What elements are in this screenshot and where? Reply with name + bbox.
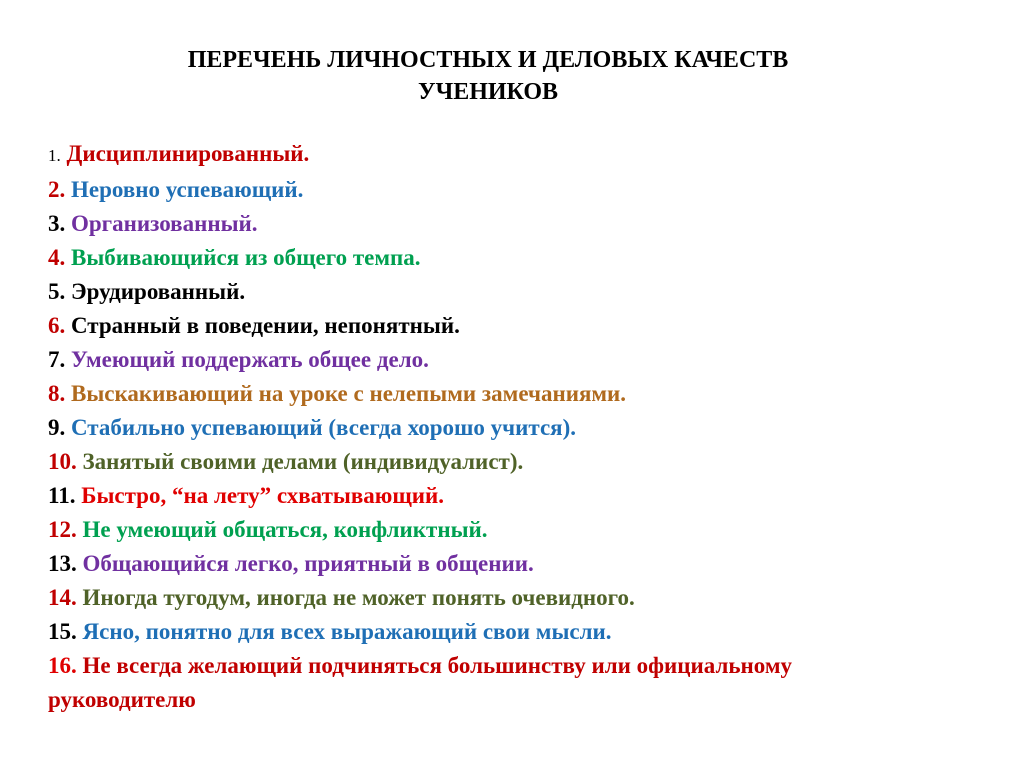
list-item-8 [48,377,988,411]
item-number: 6. [48,313,66,338]
item-text: Организованный. [71,211,258,236]
list-item-2 [48,173,988,207]
title-line-2: УЧЕНИКОВ [417,79,559,105]
item-text: Не всегда желающий подчиняться большинству или официальному руководителю [48,653,793,712]
item-text: Стабильно успевающий (всегда хорошо учится). [71,415,577,440]
item-text: Эрудированный. [71,279,246,304]
item-text: Общающийся легко, приятный в общении. [82,551,534,576]
list-item-12 [48,513,988,547]
item-number: 9. [48,415,66,440]
item-text: Неровно успевающий. [71,177,304,202]
list-item-6 [48,309,988,343]
item-text: Выбивающийся из общего темпа. [71,245,421,270]
item-number: 5. [48,279,66,304]
list-item-3 [48,207,988,241]
item-number: 3. [48,211,66,236]
item-text: Странный в поведении, непонятный. [71,313,460,338]
item-text: Иногда тугодум, иногда не может понять очевидного. [82,585,635,610]
item-number: 12. [48,517,77,542]
item-text: Выскакивающий на уроке с нелепыми замечаниями. [71,381,627,406]
item-text: Занятый своими делами (индивидуалист). [82,449,524,474]
item-number: 10. [48,449,77,474]
list-item-15 [48,615,988,649]
item-number: 11. [48,483,76,508]
item-number: 14. [48,585,77,610]
item-number: 4. [48,245,66,270]
list-item-5 [48,275,988,309]
list-item-13 [48,547,988,581]
list-item-16 [48,649,808,717]
title-line-1: ПЕРЕЧЕНЬ ЛИЧНОСТНЫХ И ДЕЛОВЫХ КАЧЕСТВ [187,47,789,73]
list-item-7 [48,343,988,377]
item-text: Дисциплинированный. [66,141,310,166]
list-item-9 [48,411,988,445]
qualities-list [48,137,988,717]
item-number: 13. [48,551,77,576]
list-item-10 [48,445,988,479]
list-item-1 [48,137,988,173]
list-item-11 [48,479,988,513]
list-item-14 [48,581,988,615]
item-text: Умеющий поддержать общее дело. [71,347,429,372]
item-number: 16. [48,653,77,678]
item-number: 1. [48,146,61,165]
item-text: Не умеющий общаться, конфликтный. [82,517,488,542]
item-number: 15. [48,619,77,644]
list-item-4 [48,241,988,275]
slide-title [0,44,976,108]
item-text: Быстро, “на лету” схватывающий. [81,483,444,508]
item-number: 7. [48,347,66,372]
item-number: 2. [48,177,66,202]
item-number: 8. [48,381,66,406]
item-text: Ясно, понятно для всех выражающий свои мысли. [82,619,612,644]
